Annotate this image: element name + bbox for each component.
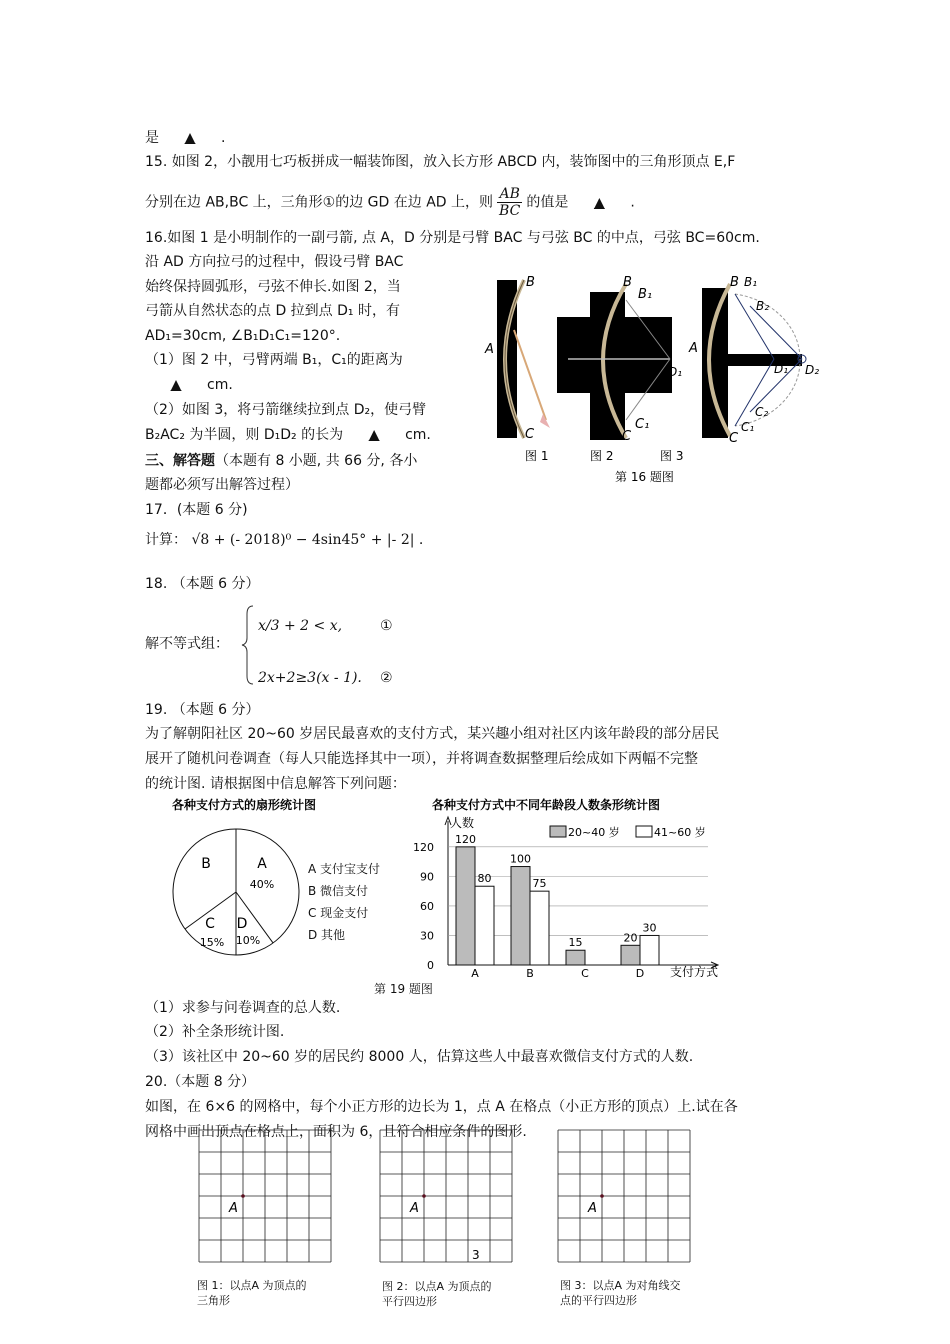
- pie-slice-percent: 40%: [249, 878, 275, 891]
- q16-part2-line2: [145, 425, 431, 445]
- fig-caption: 第 16 题图: [615, 470, 674, 484]
- bar-value-label: 20: [623, 931, 638, 945]
- arrow-shaft: [514, 330, 546, 420]
- grid-1: [199, 1130, 331, 1262]
- bar-y-label: 人数: [450, 816, 475, 830]
- q17-expression: [145, 530, 423, 550]
- q16-figures: [480, 270, 830, 490]
- bar-mark: [456, 847, 475, 965]
- label-D1: D₁: [668, 365, 683, 379]
- bar-value-label: 30: [642, 921, 657, 935]
- q16-line5: AD₁=30cm, ∠B₁D₁C₁=120°.: [145, 328, 341, 344]
- q20-grids: [0, 1128, 950, 1268]
- q15-line1: 15. 如图 2，小靓用七巧板拼成一幅装饰图，放入长方形 ABCD 内，装饰图中的三角形顶点 E,F: [145, 154, 736, 170]
- grid-point-a: [600, 1194, 604, 1198]
- label-B1: B₁: [638, 287, 653, 302]
- q19-sub2: （2）补全条形统计图.: [145, 1024, 285, 1040]
- bar-legend-swatch: [550, 826, 566, 837]
- q16-line1: 16.如图 1 是小明制作的一副弓箭, 点 A，D 分别是弓臂 BAC 与弓弦 BC 的中点，弓弦 BC=60cm.: [145, 230, 760, 246]
- page-number: 3: [472, 1248, 480, 1262]
- grid-point-a-label: A: [588, 1201, 597, 1216]
- section3-heading: [145, 451, 417, 471]
- grid-point-a-label: A: [229, 1201, 238, 1216]
- bar-value-label: 75: [532, 877, 547, 891]
- q19-fig-caption: 第 19 题图: [374, 982, 433, 996]
- answer-blank: ▲: [593, 194, 605, 211]
- bar-chart: [410, 795, 740, 985]
- section3-note2: 题都必须写出解答过程）: [145, 477, 299, 493]
- q18-mark1: ①: [380, 618, 393, 634]
- pie-legend-d: D 其他: [308, 928, 346, 942]
- fraction-ab-bc: [497, 186, 521, 219]
- bar-y-tick-label: 120: [413, 840, 434, 854]
- q19-sub1: （1）求参与问卷调查的总人数.: [145, 1000, 341, 1016]
- section-title: 三、解答题: [145, 453, 215, 469]
- q14-text: 是: [145, 130, 159, 146]
- label-C1: C₁: [635, 417, 650, 432]
- q19-head: 19. （本题 6 分）: [145, 702, 260, 718]
- bar-x-tick-label: C: [581, 967, 589, 980]
- pie-title: 各种支付方式的扇形统计图: [172, 798, 317, 812]
- answer-blank: ▲: [184, 130, 196, 146]
- label-B: B: [526, 275, 535, 290]
- q18-ineq2: 2x+2≥3(x - 1).: [258, 670, 362, 686]
- bar-y-tick-label: 90: [420, 870, 434, 884]
- fraction-numerator: AB: [499, 186, 520, 202]
- label-C: C: [525, 427, 535, 442]
- q16-line3: 始终保持圆弧形，弓弦不伸长.如图 2，当: [145, 279, 401, 295]
- pie-slice-label: D: [236, 916, 248, 932]
- grid-point-a: [422, 1194, 426, 1198]
- bar-mark: [640, 935, 659, 965]
- grid1-caption-line2: 三角形: [197, 1294, 230, 1307]
- bar-mark: [511, 867, 530, 965]
- section-note: （本题有 8 小题, 共 66 分, 各小: [215, 453, 418, 469]
- label-C2: C₂: [755, 405, 769, 419]
- pie-slice-label: A: [257, 856, 267, 872]
- pie-slice-label: C: [205, 916, 215, 932]
- pie-legend-a: A 支付宝支付: [308, 862, 381, 876]
- q20-head: 20.（本题 8 分）: [145, 1074, 256, 1090]
- bar-legend-label: 41~60 岁: [654, 826, 706, 839]
- q14-tail: [145, 128, 225, 148]
- label-B1: B₁: [744, 275, 758, 289]
- grid3-caption-line2: 点的平行四边形: [560, 1294, 637, 1307]
- q18-ineq1: x/3 + 2 < x,: [258, 618, 343, 634]
- q17-head: 17．(本题 6 分): [145, 502, 248, 518]
- answer-blank: ▲: [368, 427, 380, 443]
- label-B: B: [623, 275, 632, 290]
- unit-cm: cm.: [207, 377, 233, 393]
- bar-x-tick-label: A: [471, 967, 479, 980]
- brace-symbol: [242, 606, 253, 684]
- grid-point-a: [241, 1194, 245, 1198]
- grid2-caption-line2: 平行四边形: [382, 1295, 437, 1308]
- q20-line2: 网格中画出顶点在格点上，面积为 6，且符合相应条件的图形.: [145, 1124, 527, 1140]
- grid-point-a-label: A: [410, 1201, 419, 1216]
- q16-part1-blank: [145, 375, 233, 395]
- q15-line2b: 的值是: [526, 194, 569, 211]
- q15-line2: [145, 186, 635, 219]
- q19-sub3: （3）该社区中 20~60 岁的居民约 8000 人，估算这些人中最喜欢微信支付方式的人数.: [145, 1049, 694, 1065]
- q18-head: 18. （本题 6 分）: [145, 576, 260, 592]
- bar-value-label: 15: [568, 936, 583, 950]
- bow-figure-3: [688, 275, 819, 446]
- unit-cm: cm.: [405, 427, 431, 443]
- bar-x-label: 支付方式: [670, 965, 719, 979]
- q19-line3: 的统计图. 请根据图中信息解答下列问题：: [145, 776, 406, 792]
- fig-label-2: 图 2: [590, 449, 614, 463]
- q17-label: 计算：: [145, 532, 187, 548]
- q15-line2a: 分别在边 AB,BC 上，三角形①的边 GD 在边 AD 上，则: [145, 194, 494, 211]
- bar-legend-label: 20~40 岁: [568, 826, 620, 839]
- q16-part2-line: （2）如图 3，将弓箭继续拉到点 D₂，使弓臂: [145, 402, 427, 418]
- label-C1: C₁: [741, 420, 755, 434]
- answer-blank: ▲: [170, 377, 182, 393]
- pie-legend-c: C 现金支付: [308, 906, 369, 920]
- q17-expr: √8 + (- 2018)⁰ − 4sin45° + |- 2| .: [191, 532, 424, 548]
- label-D2: D₂: [805, 363, 820, 377]
- pie-slice-label: B: [201, 856, 211, 872]
- bow-figure-2: [557, 275, 682, 444]
- fraction-denominator: BC: [499, 203, 521, 219]
- q19-line2: 展开了随机问卷调查（每人只能选择其中一项），并将调查数据整理后绘成如下两幅不完整: [145, 751, 698, 767]
- fig-label-3: 图 3: [660, 449, 684, 463]
- q16-part1-line: （1）图 2 中，弓臂两端 B₁，C₁的距离为: [145, 352, 403, 368]
- pie-slice-percent: 10%: [235, 934, 261, 947]
- bow-dark-panel: [590, 292, 625, 440]
- label-C: C: [729, 431, 739, 446]
- label-C: C: [622, 429, 632, 444]
- q20-line1: 如图，在 6×6 的网格中，每个小正方形的边长为 1，点 A 在格点（小正方形的顶点）上.试在各: [145, 1099, 738, 1115]
- bar-mark: [475, 886, 494, 965]
- q18-mark2: ②: [380, 670, 393, 686]
- bar-value-label: 100: [510, 852, 531, 866]
- bar-mark: [621, 945, 640, 965]
- bar-mark: [530, 891, 549, 965]
- grid-2: [380, 1130, 512, 1262]
- bar-value-label: 120: [455, 832, 476, 846]
- bar-y-tick-label: 30: [420, 929, 434, 943]
- pie-legend-b: B 微信支付: [308, 884, 369, 898]
- q18-label: 解不等式组：: [145, 636, 229, 652]
- pie-slice-percent: 15%: [199, 936, 225, 949]
- q19-line1: 为了解朝阳社区 20~60 岁居民最喜欢的支付方式，某兴趣小组对社区内该年龄段的部分居民: [145, 726, 720, 742]
- bar-value-label: 80: [477, 872, 492, 886]
- bar-y-tick-label: 60: [420, 899, 434, 913]
- grid-3: [558, 1130, 690, 1262]
- q14-end: .: [221, 130, 226, 146]
- q16-line4: 弓箭从自然状态的点 D 拉到点 D₁ 时，有: [145, 303, 400, 319]
- bar-y-tick-label: 0: [427, 959, 434, 972]
- bar-legend-swatch: [636, 826, 652, 837]
- bar-x-tick-label: B: [526, 967, 534, 980]
- label-A: A: [689, 341, 698, 356]
- q15-end: .: [630, 194, 635, 211]
- pie-chart: [150, 795, 410, 965]
- grid3-caption-line1: 图 3：以点A 为对角线交: [560, 1279, 681, 1292]
- label-B2: B₂: [756, 299, 770, 313]
- bar-title: 各种支付方式中不同年龄段人数条形统计图: [432, 798, 661, 812]
- label-D1: D₁: [774, 362, 789, 376]
- q16-p2b: B₂AC₂ 为半圆，则 D₁D₂ 的长为: [145, 427, 344, 443]
- grid2-caption-line1: 图 2：以点A 为顶点的: [382, 1280, 492, 1293]
- label-B: B: [730, 275, 739, 290]
- label-A: A: [485, 342, 494, 357]
- bar-x-tick-label: D: [635, 967, 645, 980]
- grid1-caption-line1: 图 1：以点A 为顶点的: [197, 1279, 307, 1292]
- fig-label-1: 图 1: [525, 449, 549, 463]
- bar-mark: [566, 950, 585, 965]
- q16-line2: 沿 AD 方向拉弓的过程中，假设弓臂 BAC: [145, 254, 404, 270]
- bow-figure-1: [484, 275, 550, 442]
